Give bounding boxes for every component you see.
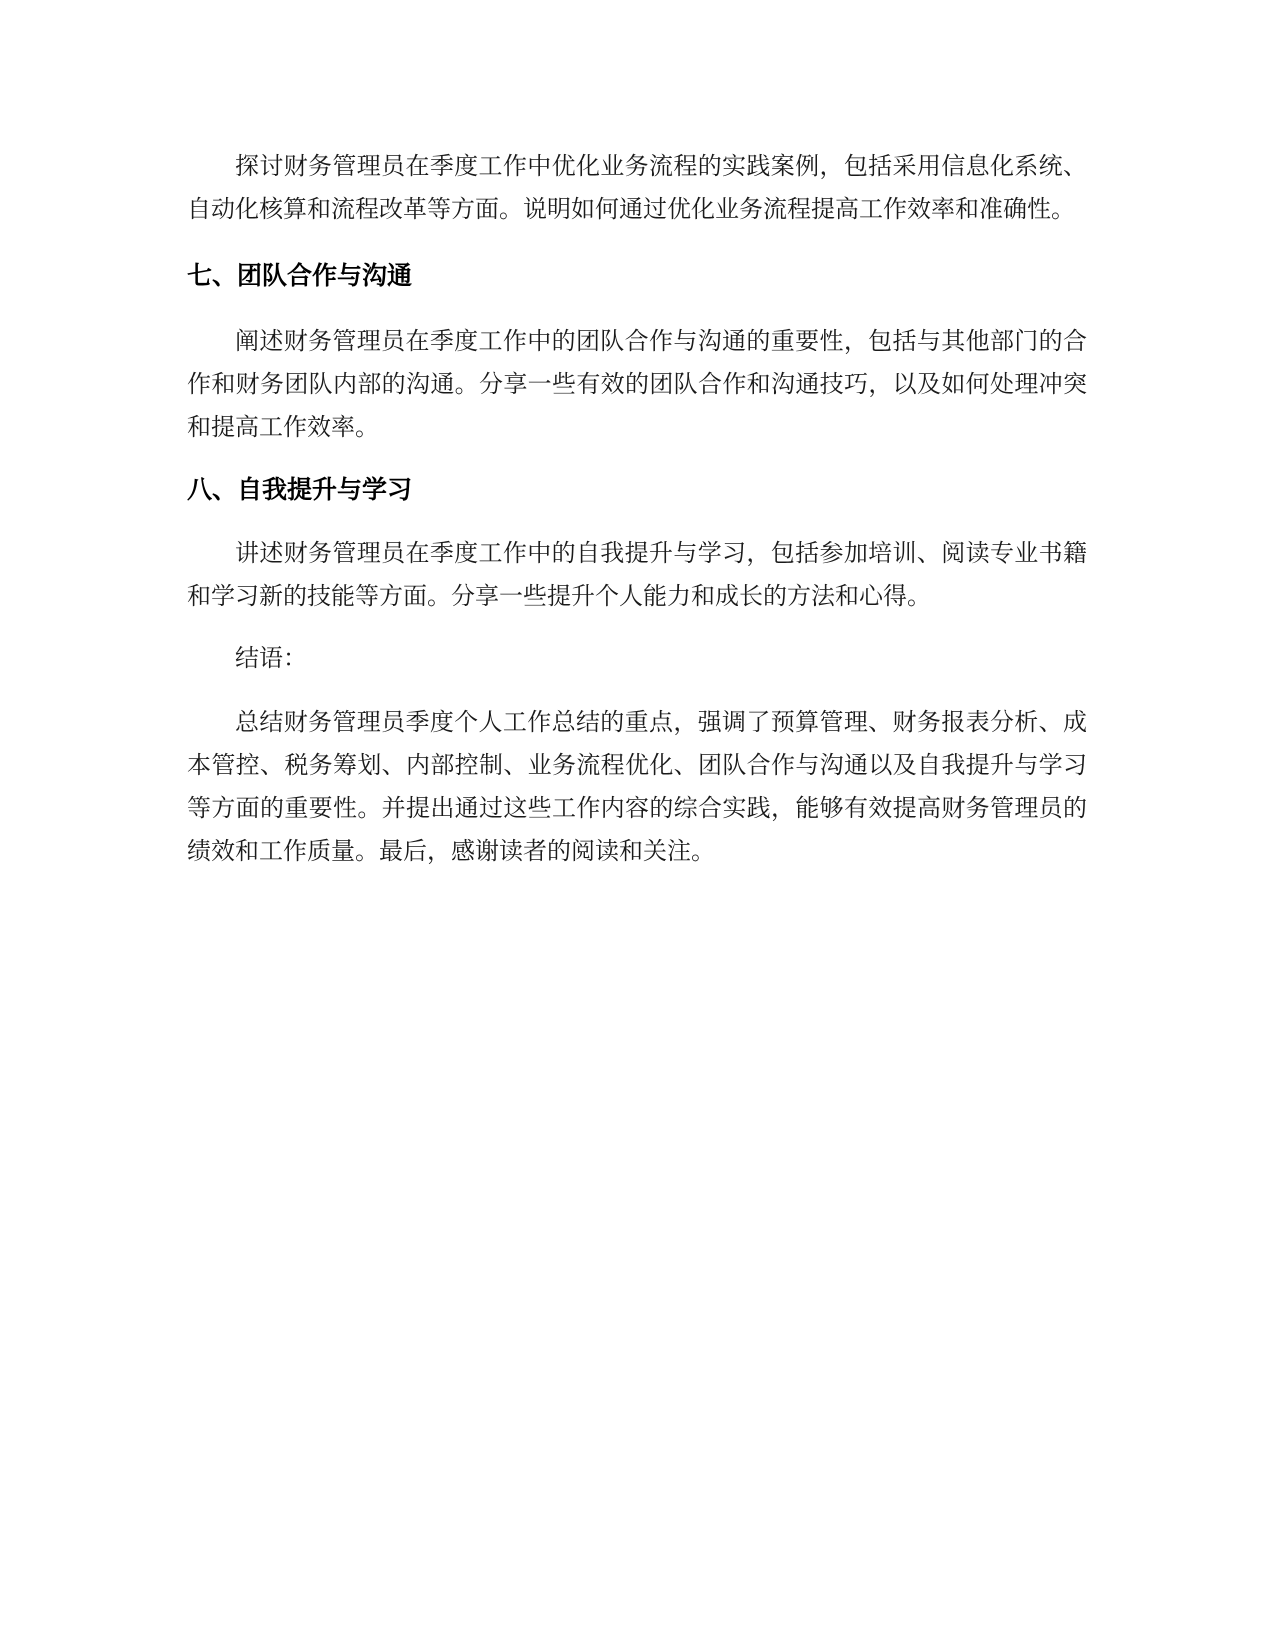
paragraph-teamwork: 阐述财务管理员在季度工作中的团队合作与沟通的重要性，包括与其他部门的合作和财务团队内部的沟通。分享一些有效的团队合作和沟通技巧，以及如何处理冲突和提高工作效率。 — [187, 327, 1087, 441]
paragraph-process-optimization: 探讨财务管理员在季度工作中优化业务流程的实践案例，包括采用信息化系统、自动化核算和流程改革等方面。说明如何通过优化业务流程提高工作效率和准确性。 — [187, 152, 1087, 223]
document-body — [187, 145, 1087, 873]
conclusion-label: 结语： — [235, 644, 307, 672]
paragraph-self-improvement: 讲述财务管理员在季度工作中的自我提升与学习，包括参加培训、阅读专业书籍和学习新的技能等方面。分享一些提升个人能力和成长的方法和心得。 — [187, 539, 1087, 610]
paragraph-conclusion: 总结财务管理员季度个人工作总结的重点，强调了预算管理、财务报表分析、成本管控、税务筹划、内部控制、业务流程优化、团队合作与沟通以及自我提升与学习等方面的重要性。并提出通过这些工作内容的综合实践，能够有效提高财务管理员的绩效和工作质量。最后，感谢读者的阅读和关注。 — [187, 708, 1087, 865]
section-heading-self-improvement: 八、自我提升与学习 — [187, 475, 413, 504]
section-heading-teamwork: 七、团队合作与沟通 — [187, 261, 413, 290]
